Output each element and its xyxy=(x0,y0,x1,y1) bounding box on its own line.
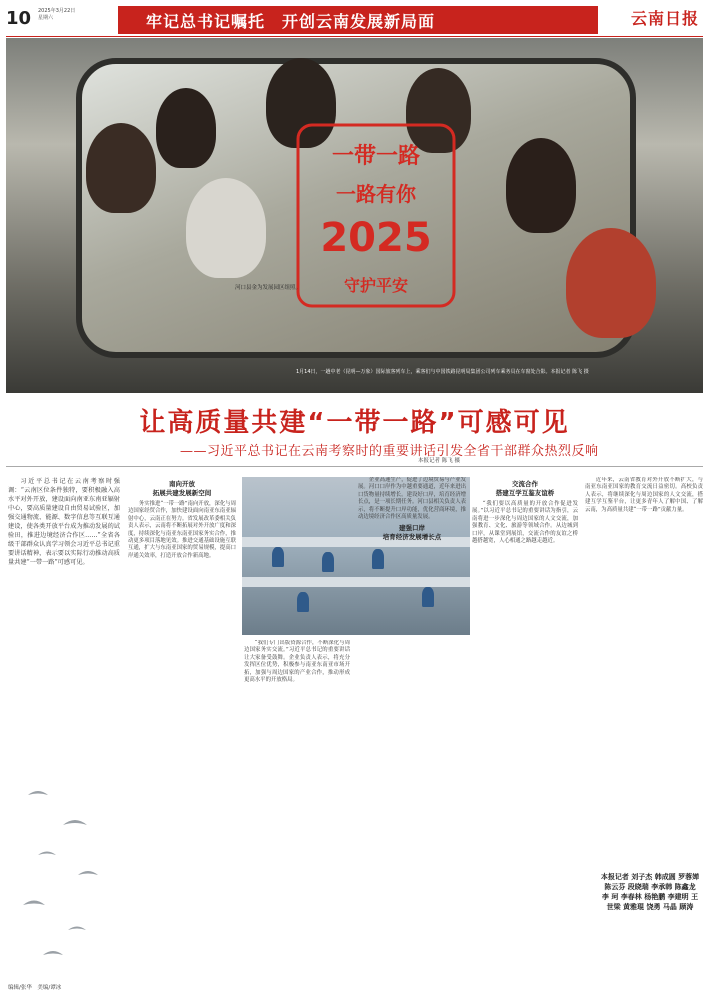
worker-figure xyxy=(297,592,309,612)
article-column xyxy=(472,477,578,977)
passenger-figure xyxy=(156,88,216,168)
body-paragraph: 企业高速生产，促进了边境贸易与产业发展。河口口岸作为中越重要通道，近年来进出口货物量持续增长。建设好口岸，培育经济增长点，是一项长期任务。河口县相关负责人表示，将不断提升口岸功能，优化营商环境，推动边境经济合作区高质量发展。 xyxy=(358,477,466,521)
papercut-year-text: 2025 xyxy=(320,215,432,261)
papercut-bottom-text: 守护平安 xyxy=(343,276,409,295)
section-title: 交流合作 xyxy=(512,480,538,488)
body-paragraph: 务实推进“一带一路”南向开放，深化与周边国家经贸合作，加快建设面向南亚东南亚辐射中心，云南正在努力。省发展改革委相关负责人表示，云南将不断拓展对外开放广度和深度，持续深化与南亚东南亚国家务实合作，推动更多项目落地见效。推进交通基础设施互联互通，扩大与东南亚国家的贸易规模，提高口岸通关效率，打造开放合作新高地。 xyxy=(128,501,236,559)
article-lead xyxy=(8,477,120,747)
issue-date: 2025年3月22日 xyxy=(38,8,76,14)
papercut-mid-text: 一路有你 xyxy=(336,182,416,206)
section-heading xyxy=(128,480,236,498)
passenger-figure xyxy=(186,178,266,278)
page-number: 10 xyxy=(6,8,32,29)
newspaper-logo: 云南日报 xyxy=(630,9,699,28)
banner-title: 牢记总书记嘱托 开创云南发展新局面 xyxy=(146,11,436,31)
editor-credits: 编辑/张华 美编/谭冰 xyxy=(8,985,62,991)
lead-photo xyxy=(6,38,703,393)
section-subtitle: 搭建互学互鉴友谊桥 xyxy=(495,489,555,497)
passenger-figure xyxy=(506,138,576,233)
worker-figure xyxy=(322,552,334,572)
article-headline: 让高质量共建“一带一路”可感可见 xyxy=(139,408,570,438)
red-paper-cut-artwork xyxy=(296,123,456,308)
worker-figure xyxy=(272,547,284,567)
title-divider xyxy=(6,466,703,467)
body-paragraph: 近年来，云南省教育对外开放不断扩大，与南亚东南亚国家的教育交流日益密切。高校负责人表示，将继续深化与周边国家的人文交流，搭建互学互鉴平台，让更多青年人了解中国、了解云南，为高质量共建“一带一路”贡献力量。 xyxy=(585,477,703,513)
article-column xyxy=(358,477,466,977)
section-title: 南向开放 xyxy=(169,480,195,488)
section-banner xyxy=(118,6,598,34)
section-heading xyxy=(358,524,466,542)
attendant-figure xyxy=(566,228,656,338)
reporter-signature: 本报记者 刘子杰 韩成圆 罗蓉婵 陈云芬 段晓瑞 李承韩 陈鑫龙 李 珂 李春林 杨艳鹏 李建明 王世梁 黄雅琨 饶勇 马晶 顾涛 xyxy=(600,873,700,911)
section-title: 建强口岸 xyxy=(399,524,425,533)
section-heading xyxy=(472,480,578,498)
section-subtitle: 培育经济发展增长点 xyxy=(382,533,442,542)
body-paragraph: “我们要以高质量的开放合作促进发展。”以习近平总书记的重要讲话为指引，云南将进一步深化与周边国家的人文交流，加强教育、文化、旅游等领域合作。从边城到口岸，从课堂到展馆，交流合作的友谊之桥越搭越宽，人心相通之路越走越近。 xyxy=(472,501,578,545)
body-paragraph: “我们专门出版资源合作，不断深化与周边国家务实交流。”习近平总书记的重要讲话让大家备受鼓舞。企业负责人表示，将充分发挥区位优势，积极参与南亚东南亚市场开拓，加强与周边国家的产业合作，推动形成更高水平的开放格局。 xyxy=(244,640,350,684)
lead-paragraph: 习近平总书记在云南考察时强调：“云南区位条件独特，要积极融入高水平对外开放，建设面向南亚东南亚辐射中心，要高质量建设自由贸易试验区，加强交通物流、能源、数字信息等互联互通建设，使各类开放平台成为推动发展的试验田，推进边境经济合作区……”全省各级干部群众认真学习领会习近平总书记重要讲话精神，表示要以实际行动推动高质量共建“一带一路”可感可见。 xyxy=(8,478,120,566)
subphoto-caption: 河口县金为发展园区组照。 xyxy=(235,285,302,291)
date-block xyxy=(38,8,75,22)
decorative-birds-illustration xyxy=(8,755,120,977)
papercut-top-text: 一带一路 xyxy=(331,143,421,169)
header-divider xyxy=(6,36,703,37)
article-column xyxy=(244,640,350,977)
article-column xyxy=(128,477,236,977)
photo-caption: 1月14日，一趟中老（昆明—万象）国际旅客列车上，乘客们与中国铁路昆明局集团公司列车乘务员在车窗处合影。本报记者 陈飞 摄 xyxy=(296,369,589,375)
passenger-figure xyxy=(86,123,156,213)
article-subheadline: ——习近平总书记在云南考察时的重要讲话引发全省干部群众热烈反响 xyxy=(180,444,599,459)
issue-weekday: 星期六 xyxy=(38,15,54,21)
article-column xyxy=(585,477,703,867)
page-header xyxy=(0,0,709,36)
section-subtitle: 拓展共建发展新空间 xyxy=(152,489,212,497)
subphoto-credit: 本报记者 陈飞 摄 xyxy=(418,458,460,464)
